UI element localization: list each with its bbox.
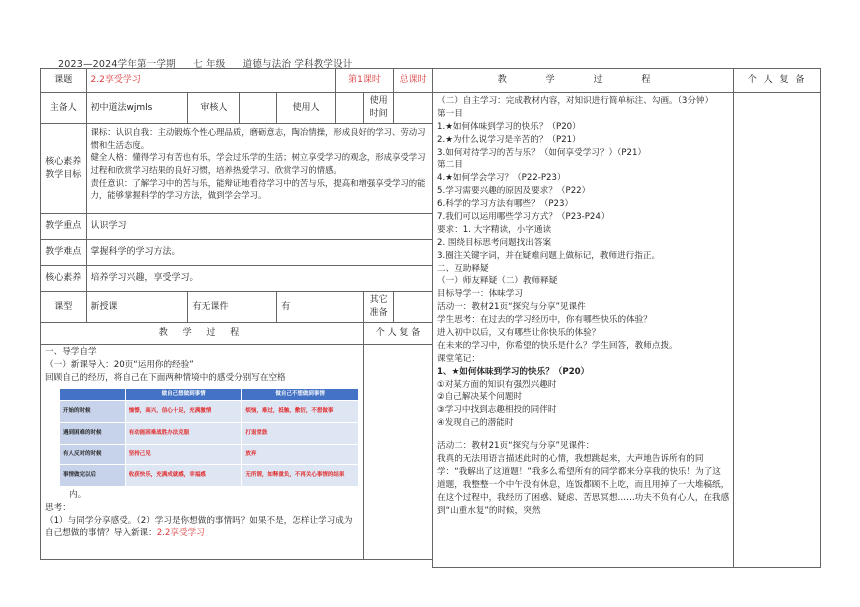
activity-two: 活动二：教材21页“探究与分享”见课件：	[437, 441, 595, 452]
feelings-want-cell: 收获快乐，充满成就感，幸福感	[125, 464, 242, 486]
process-line: 在未来的学习中，你希望的快乐是什么？学生回答，教师点拨。	[437, 340, 678, 351]
feelings-want-cell: 有动能困难战胜办法克服	[125, 422, 242, 444]
reviewer-value	[240, 93, 277, 124]
key-point-value: 认识学习	[86, 214, 432, 240]
use-time-label: 使用时间	[364, 93, 394, 124]
process-line: 2.★为什么说学习是辛苦的？（P21）	[437, 134, 581, 145]
courseware-label: 有无课件	[188, 292, 277, 323]
process-line: 学生思考：在过去的学习经历中，你有哪些快乐的体验？	[437, 315, 652, 326]
teaching-process-table	[432, 68, 821, 568]
review-heading: 个 人 复 备	[364, 323, 433, 345]
feelings-not-cell: 打退堂鼓	[242, 422, 359, 444]
feelings-row-label: 有人反对的时候	[60, 444, 126, 464]
period-label: 第1课时	[335, 69, 394, 93]
note-item: ①对某方面的知识有强烈兴趣时	[437, 379, 557, 390]
feelings-row-label: 遇到困难的时候	[60, 422, 126, 444]
feelings-not-cell: 放弃	[242, 444, 359, 464]
process-line: （二）自主学习：完成教材内容，对知识进行简单标注、勾画。（3分钟）	[437, 96, 714, 106]
note-item: ④发现自己的潜能时	[437, 418, 514, 429]
process-line: 6.科学的学习方法有哪些？（P23）	[437, 199, 574, 210]
reviewer-label: 审核人	[188, 93, 240, 124]
feelings-header	[60, 388, 126, 400]
process-line: 3.如何对待学习的苦与乐？（如何享受学习？）（P21）	[437, 147, 647, 158]
right-review-heading: 个 人 复 备	[734, 69, 821, 93]
process-line: 要求：1. 大字精读，小字通读	[437, 224, 552, 235]
feelings-header: 做自己想做到事情	[125, 388, 242, 400]
user-label: 使用人	[277, 93, 336, 124]
note-item: ③学习中找到志趣相投的同伴时	[437, 405, 557, 416]
total-period-label: 总课时	[394, 69, 433, 93]
feelings-want-cell: 坚持己见	[125, 444, 242, 464]
subject-label: 道德与法治 学科教学设计	[242, 59, 353, 70]
other-prep-label: 其它准备	[364, 292, 394, 323]
process-line: 7.我们可以运用哪些学习方式？（P23-P24）	[437, 212, 610, 223]
process-line: 1.★如何体味到学习的快乐？（P20）	[437, 121, 581, 132]
process-line: 2. 围绕目标思考问题找出答案	[437, 237, 552, 248]
process-line: （一）新课导入：20页“运用你的经验”	[45, 360, 194, 371]
literacy-line: 健全人格：懂得学习有苦也有乐，学会过乐学的生活；树立享受学习的观念，形成享受学习过程和欣赏学习结果的良好习惯，培养热爱学习、欣赏学习的情感。	[90, 152, 426, 175]
feelings-want-cell: 憧憬，高兴，信心十足，充满激情	[125, 400, 242, 422]
process-line: （一）师友释疑（二）教师释疑	[437, 276, 558, 287]
core-literacy-value: 培养学习兴趣，享受学习。	[86, 266, 432, 292]
process-line: 内。	[69, 489, 87, 500]
preparer-value: 初中道法wjmls	[86, 93, 188, 124]
course-type-label: 课型	[41, 292, 87, 323]
process-line: 第一目	[437, 108, 463, 119]
feelings-row-label: 事情做完以后	[60, 464, 126, 486]
process-line: 二、互助释疑	[437, 263, 489, 274]
feelings-table	[59, 388, 359, 487]
process-line: 3.圈注关键字词，并在疑难问题上做标记，教师进行指正。	[437, 250, 661, 261]
literacy-line: 责任意识：了解学习中的苦与乐，能辩证地看待学习中的苦与乐，提高和增强享受学习的能力，能够掌握科学的学习方法，做到学会学习。	[90, 177, 426, 201]
process-line: 进入初中以后，又有哪些让你快乐的体验？	[437, 328, 601, 339]
other-prep-value	[394, 292, 433, 323]
core-literacy-label: 核心素养	[41, 266, 87, 292]
feelings-header: 做自己不想做到事情	[242, 388, 359, 400]
process-line: 目标导学一：体味学习	[437, 289, 523, 300]
process-line: 一、导学自学	[45, 347, 97, 358]
process-line: 4.★如何学会学习？（P22-P23）	[437, 173, 566, 184]
preparer-label: 主备人	[41, 93, 87, 124]
feelings-not-cell: 烦恼，难过，抵触，敷衍，不想做事	[242, 400, 359, 422]
school-year: 2023—2024学年第一学期	[58, 59, 176, 70]
difficult-point-value: 掌握科学的学习方法。	[86, 240, 432, 266]
topic-label: 课题	[41, 69, 87, 93]
process-line: （1）与同学分享感受。（2）学习是你想做的事情吗？如果不是，怎样让学习成为自己想做的事情？导入新课：	[45, 515, 353, 539]
use-time-value	[394, 93, 433, 124]
difficult-point-label: 教学难点	[41, 240, 87, 266]
process-line: 活动一：教材21页“探究与分享”见课件	[437, 302, 586, 313]
lesson-info-table	[40, 68, 433, 560]
process-heading: 教 学 过 程	[41, 323, 364, 345]
grade-label: 七 年级	[193, 59, 226, 70]
topic-value: 2.2享受学习	[86, 69, 335, 93]
course-type-value: 新授课	[86, 292, 188, 323]
story-text: 我真的无法用语言描述此时的心情，我想跳起来，大声地告诉所有的同学：“我解出了这道题！”我多么希望所有的同学都来分享我的快乐！为了这道题，我整整一个中午没有休息，连饭都顾不上吃，而且用掉了一大堆稿纸，在这个过程中，我经历了困惑、疑虑、苦思冥想……功夫不负有心人，在我感到“山重水复”的时候，突然	[437, 454, 730, 516]
process-line: 回顾自己的经历，将自己在下面两种情境中的感受分别写在空格	[45, 372, 286, 383]
literacy-label: 核心素养教学目标	[41, 124, 87, 214]
process-line: 课堂笔记：	[437, 353, 480, 364]
key-point-label: 教学重点	[41, 214, 87, 240]
user-value	[335, 93, 363, 124]
notes-heading: 1、★如何体味到学习的快乐？（P20）	[437, 366, 590, 377]
right-process-heading: 教 学 过 程	[433, 69, 734, 93]
review-notes-area	[364, 345, 433, 560]
feelings-row-label: 开始的时候	[60, 400, 126, 422]
process-line: 5.学习需要兴趣的原因及要求？（P22）	[437, 186, 591, 197]
courseware-value: 有	[277, 292, 364, 323]
feelings-not-cell: 无所谓，如释重负，不再关心事情的结果	[242, 464, 359, 486]
new-lesson-title: 2.2享受学习	[156, 528, 205, 539]
note-item: ②自己解决某个问题时	[437, 392, 523, 403]
process-line: 思考：	[45, 502, 71, 513]
process-line: 第二目	[437, 160, 463, 171]
literacy-line: 课标：认识自我：主动锻炼个性心理品质，磨砺意志，陶冶情操，形成良好的学习、劳动习惯和生活态度。	[90, 127, 426, 150]
right-review-notes-area	[734, 93, 821, 568]
